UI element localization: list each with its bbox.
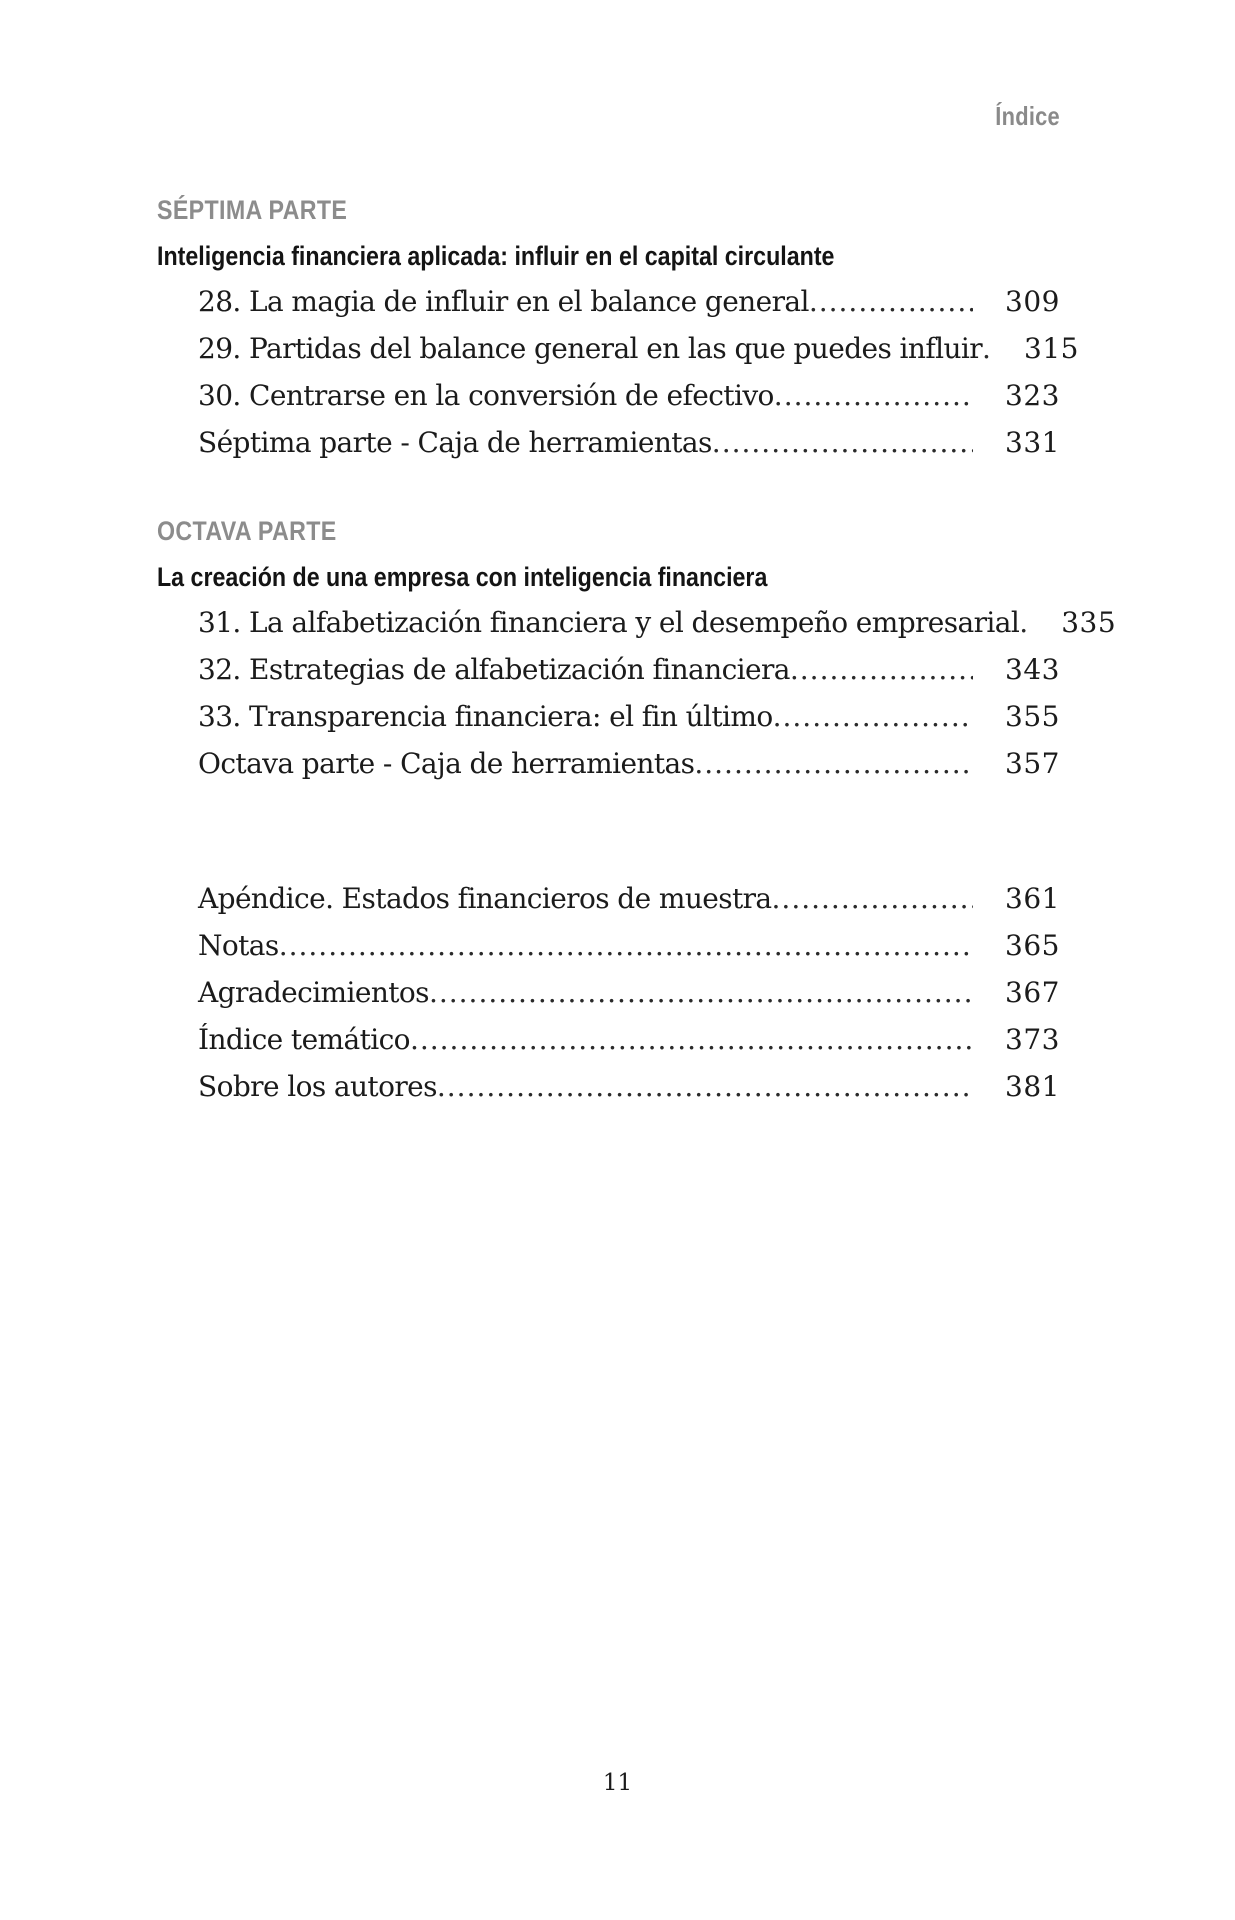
- part-title: La creación de una empresa con inteligencia financiera: [157, 562, 768, 592]
- toc-entry[interactable]: [198, 875, 1060, 922]
- entry-page: 373: [1005, 1023, 1060, 1056]
- entry-title: Índice temático: [198, 1023, 410, 1056]
- dot-leader: [410, 1016, 973, 1063]
- part-label: SÉPTIMA PARTE: [157, 195, 348, 225]
- toc-entry[interactable]: [198, 419, 1060, 466]
- entry-page: 355: [1005, 700, 1060, 733]
- dot-leader: [773, 693, 973, 740]
- dot-leader: [774, 372, 973, 419]
- entry-page: 331: [1005, 426, 1060, 459]
- entry-page: 381: [1005, 1070, 1060, 1103]
- dot-leader: [429, 969, 973, 1016]
- part-octava: [157, 507, 1117, 787]
- entry-list: [198, 278, 1079, 466]
- dot-leader: [772, 875, 974, 922]
- part-title: Inteligencia financiera aplicada: influir en el capital circulante: [157, 241, 835, 271]
- entry-page: 309: [1005, 285, 1060, 318]
- entry-page: 365: [1005, 929, 1060, 962]
- toc-entry[interactable]: [198, 693, 1060, 740]
- entry-title: 28. La magia de influir en el balance general: [198, 285, 809, 318]
- dot-leader: [279, 922, 973, 969]
- entry-page: 343: [1005, 653, 1060, 686]
- entry-page: 367: [1005, 976, 1060, 1009]
- entry-title: 29. Partidas del balance general en las que puedes influir: [198, 332, 983, 365]
- entry-title: Octava parte - Caja de herramientas: [198, 747, 695, 780]
- dot-leader: [694, 740, 973, 787]
- part-label: OCTAVA PARTE: [157, 516, 337, 546]
- toc-entry[interactable]: [198, 372, 1060, 419]
- entry-list: [198, 599, 1117, 787]
- entry-page: 315: [1024, 332, 1079, 365]
- dot-leader: [1019, 599, 1029, 646]
- toc-entry[interactable]: [198, 599, 1117, 646]
- entry-title: 33. Transparencia financiera: el fin último: [198, 700, 773, 733]
- entry-title: 30. Centrarse en la conversión de efectivo: [198, 379, 774, 412]
- page-number: 11: [602, 1770, 633, 1796]
- entry-title: Apéndice. Estados financieros de muestra: [198, 882, 772, 915]
- running-head: Índice: [995, 101, 1060, 131]
- entry-title: Notas: [198, 929, 279, 962]
- entry-page: 357: [1005, 747, 1060, 780]
- toc-entry[interactable]: [198, 922, 1060, 969]
- dot-leader: [982, 325, 992, 372]
- toc-entry[interactable]: [198, 1016, 1060, 1063]
- part-septima: [157, 186, 1079, 466]
- entry-page: 361: [1005, 882, 1060, 915]
- table-of-contents: [157, 186, 1117, 1110]
- toc-entry[interactable]: [198, 325, 1079, 372]
- entry-title: Séptima parte - Caja de herramientas: [198, 426, 712, 459]
- toc-entry[interactable]: [198, 1063, 1060, 1110]
- entry-page: 335: [1061, 606, 1117, 639]
- entry-title: 32. Estrategias de alfabetización financiera: [198, 653, 790, 686]
- entry-title: Sobre los autores: [198, 1070, 437, 1103]
- dot-leader: [809, 278, 973, 325]
- entry-title: Agradecimientos: [198, 976, 429, 1009]
- entry-page: 323: [1005, 379, 1060, 412]
- toc-entry[interactable]: [198, 740, 1060, 787]
- toc-entry[interactable]: [198, 278, 1060, 325]
- entry-title: 31. La alfabetización financiera y el desempeño empresarial: [198, 606, 1020, 639]
- back-matter-list: [198, 875, 1060, 1110]
- toc-entry[interactable]: [198, 646, 1060, 693]
- dot-leader: [437, 1063, 973, 1110]
- toc-entry[interactable]: [198, 969, 1060, 1016]
- dot-leader: [712, 419, 973, 466]
- dot-leader: [790, 646, 973, 693]
